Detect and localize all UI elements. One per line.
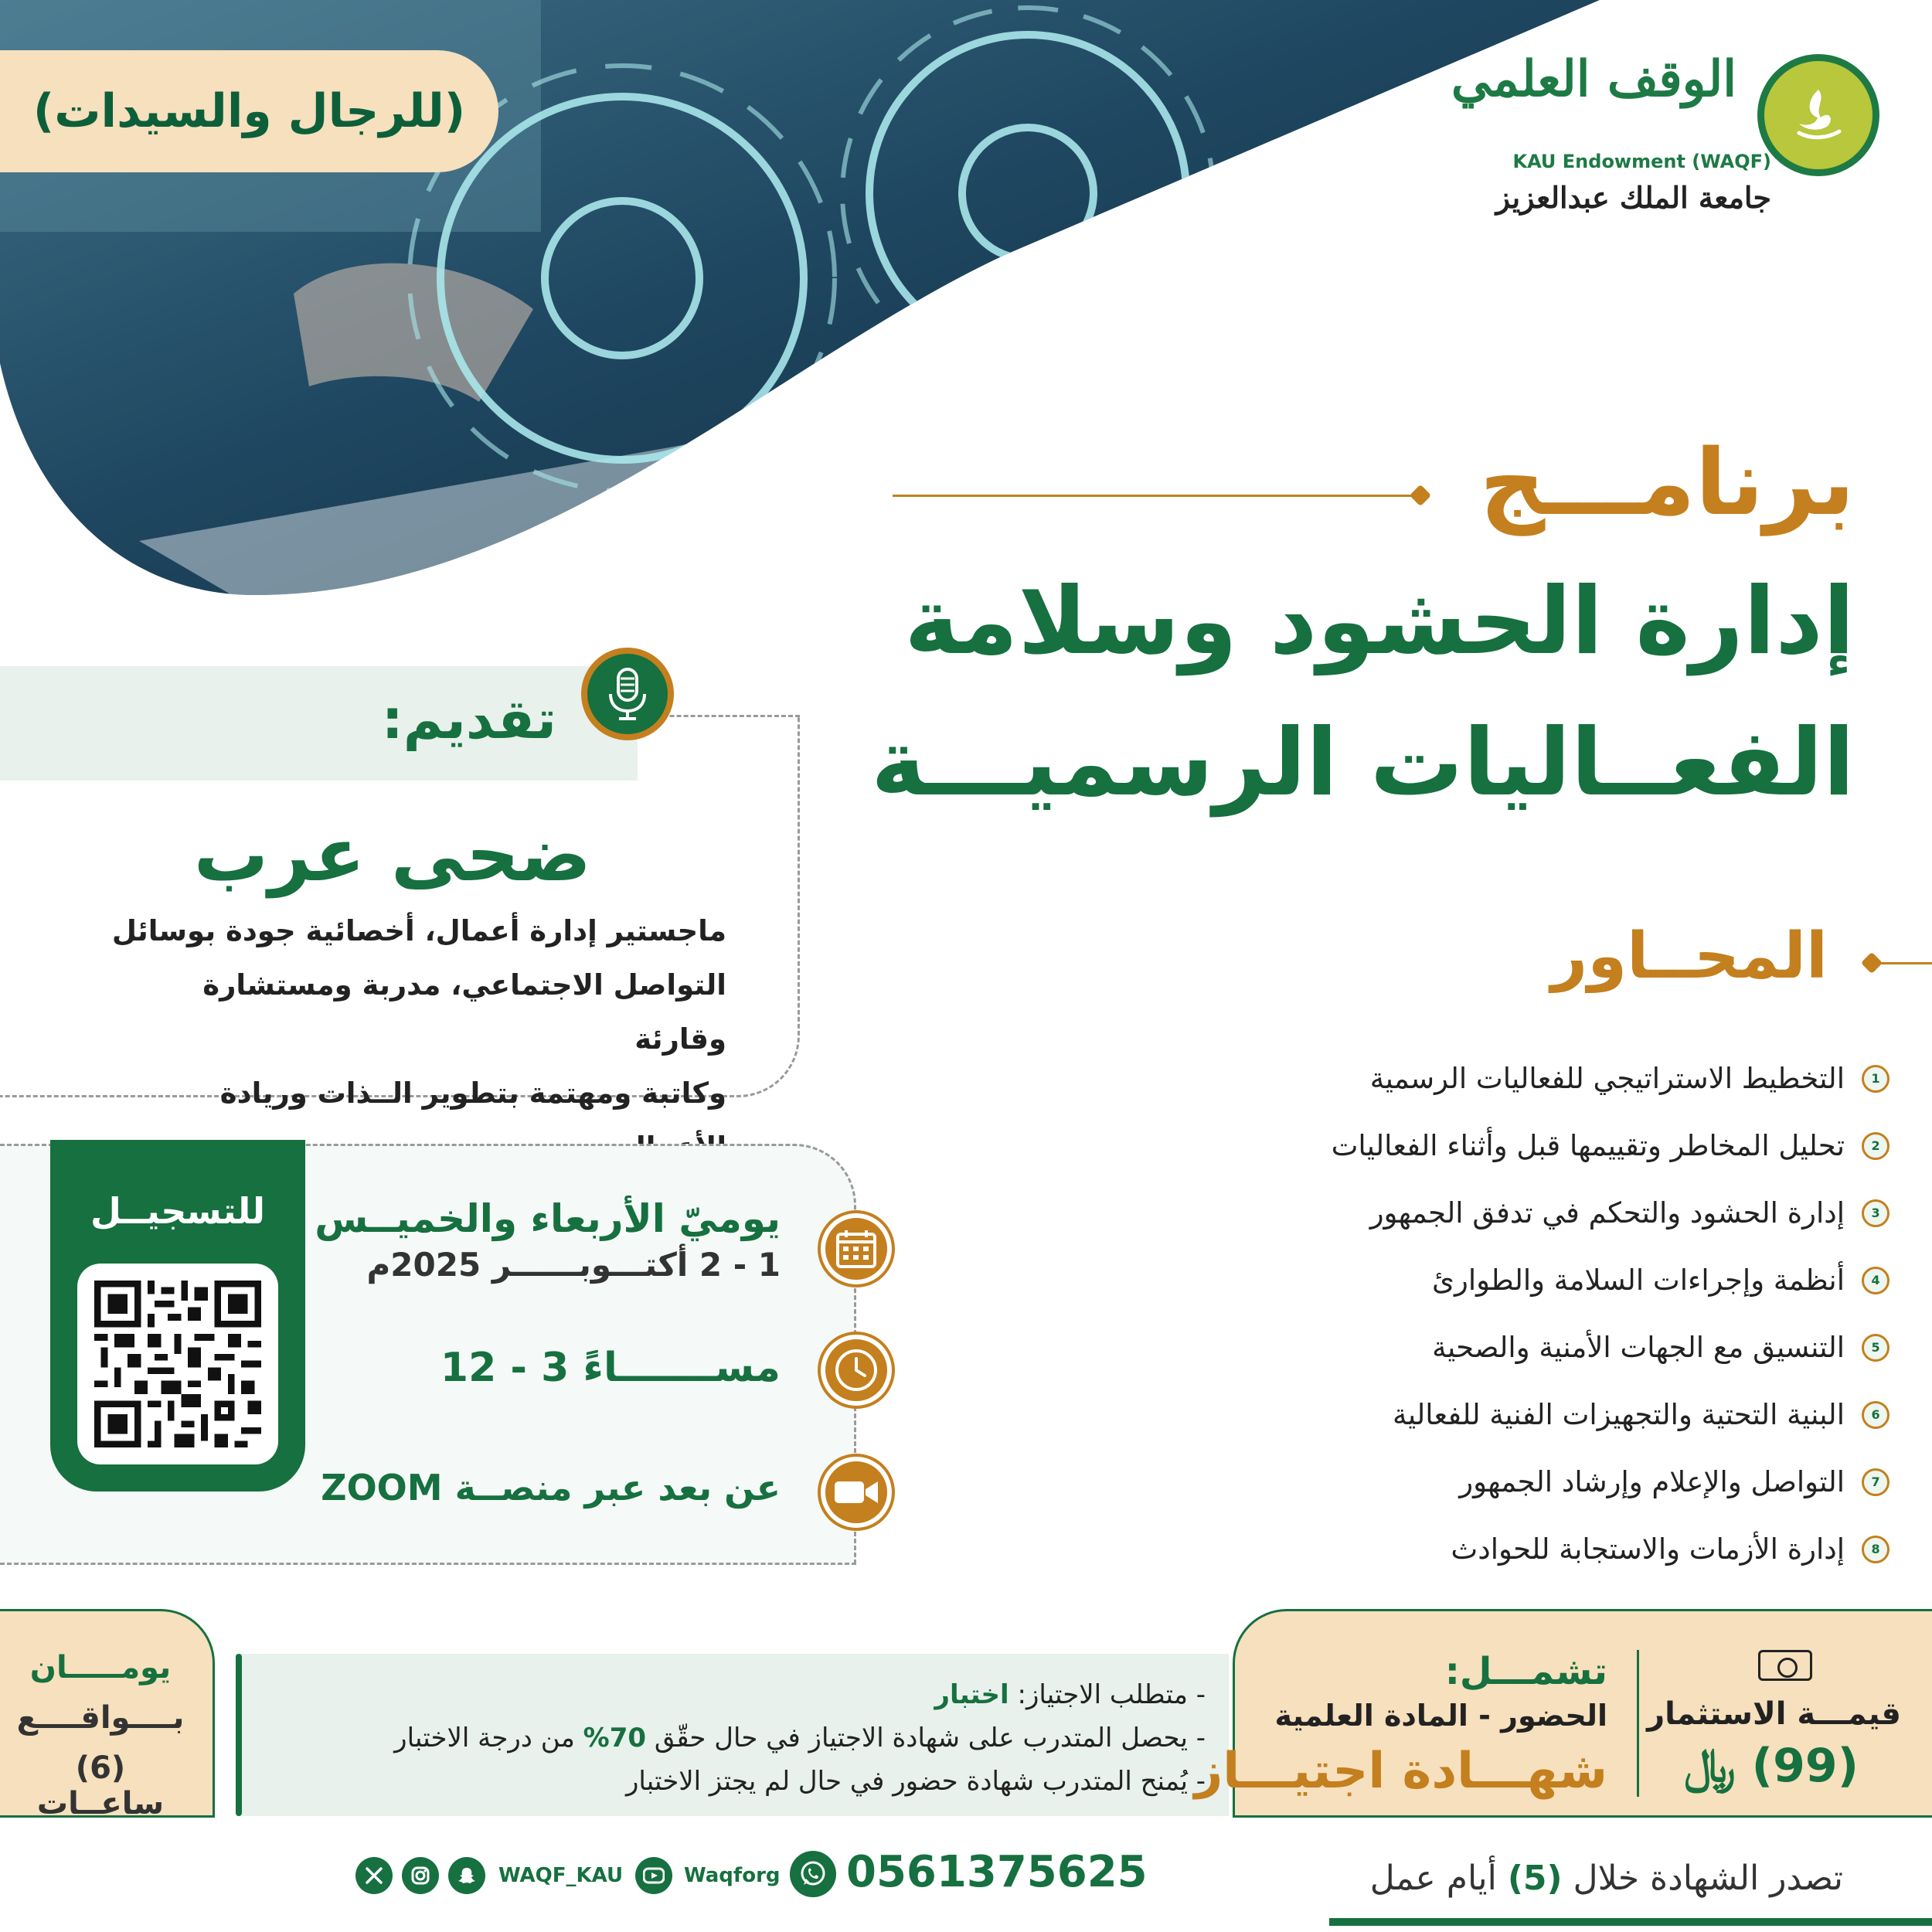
axis-number: 4 xyxy=(1862,1267,1889,1294)
duration-hours: (6) ساعــات xyxy=(36,1750,165,1821)
kau-endowment-logo xyxy=(1451,50,1879,228)
registration-qr-code[interactable] xyxy=(77,1264,278,1464)
axis-text: إدارة الحشود والتحكم في تدفق الجمهور xyxy=(1369,1196,1845,1230)
program-title-line-1: إدارة الحشود وسلامة xyxy=(904,568,1855,675)
axis-item xyxy=(1194,1515,1889,1583)
registration-label: للتسجيــل xyxy=(90,1190,266,1232)
axis-item xyxy=(1194,1314,1889,1381)
logo-emblem-icon xyxy=(1757,54,1879,176)
social-handle[interactable]: WAQF_KAU xyxy=(498,1864,624,1887)
axis-number: 1 xyxy=(1862,1065,1889,1093)
duration-days: يومـــــان xyxy=(29,1650,172,1685)
clock-icon xyxy=(821,1335,892,1406)
presenter-bio-line: التواصل الاجتماعي، مدربة ومستشارة وقارئة xyxy=(202,968,726,1056)
schedule-days: يوميّ الأربعاء والخميــس xyxy=(315,1196,781,1241)
instagram-icon[interactable] xyxy=(402,1857,439,1894)
axis-text: أنظمة وإجراءات السلامة والطوارئ xyxy=(1432,1264,1845,1297)
snapchat-icon[interactable] xyxy=(448,1857,485,1894)
youtube-icon[interactable] xyxy=(635,1857,672,1894)
phone-number[interactable]: 0561375625 xyxy=(846,1847,1148,1897)
axis-text: البنية التحتية والتجهيزات الفنية للفعالية xyxy=(1393,1398,1845,1431)
footer-underline xyxy=(1329,1918,1932,1926)
axes-list xyxy=(1194,1045,1889,1583)
audience-badge xyxy=(0,50,498,172)
whatsapp-icon[interactable] xyxy=(790,1851,836,1897)
certificate-issue-note: تصدر الشهادة خلال (5) أيام عمل xyxy=(1369,1859,1843,1898)
microphone-icon xyxy=(581,648,674,740)
includes-label: تشمـــل: xyxy=(1444,1650,1607,1693)
cost-divider xyxy=(1637,1650,1639,1797)
money-bill-icon xyxy=(1758,1650,1812,1681)
includes-text: الحضور - المادة العلمية xyxy=(1274,1699,1607,1733)
title-divider xyxy=(893,495,1422,497)
schedule-time: 12 - 3 مســـــــاءً xyxy=(440,1345,781,1391)
presenter-bio-line: وكاتبة ومهتمة بتطوير الــذات وريادة xyxy=(219,1077,726,1110)
axis-text: التخطيط الاستراتيجي للفعاليات الرسمية xyxy=(1369,1062,1845,1095)
axis-item xyxy=(1194,1179,1889,1247)
program-title-line-2: الفعــاليات الرسميـــة xyxy=(871,709,1855,817)
axes-divider xyxy=(1870,962,1932,964)
investment-label: قيمـــة الاستثمار xyxy=(1647,1696,1901,1732)
axis-text: إدارة الأزمات والاستجابة للحوادث xyxy=(1451,1532,1845,1566)
presenter-bio-line: ماجستير إدارة أعمال، أخصائية جودة بوسائل xyxy=(111,914,726,947)
x-twitter-icon[interactable] xyxy=(355,1857,393,1894)
note-pass-requirement: - متطلب الاجتياز: اختبار xyxy=(934,1679,1206,1710)
axis-text: التنسيق مع الجهات الأمنية والصحية xyxy=(1432,1331,1845,1364)
presenter-name: ضحى عرب xyxy=(193,811,591,898)
schedule-dates: 1 - 2 أكتـــوبــــــر 2025م xyxy=(366,1246,781,1284)
axis-item xyxy=(1194,1247,1889,1314)
axis-number: 5 xyxy=(1862,1334,1889,1362)
axis-number: 3 xyxy=(1862,1199,1889,1227)
logo-english-name: KAU Endowment (WAQF) xyxy=(1512,151,1771,172)
axis-number: 7 xyxy=(1862,1468,1889,1496)
note-attendance-certificate: - يُمنح المتدرب شهادة حضور في حال لم يجتز الاختبار xyxy=(625,1766,1206,1797)
youtube-handle[interactable]: Waqforg xyxy=(684,1864,781,1887)
presenter-label: تقديم: xyxy=(381,688,556,751)
presenter-bio xyxy=(108,904,726,1175)
investment-value: (99) ﷼ xyxy=(1684,1739,1859,1793)
axis-item xyxy=(1194,1112,1889,1179)
audience-text: (للرجال والسيدات) xyxy=(32,84,466,138)
delivery-mode: عن بعد عبر منصــة ZOOM xyxy=(321,1467,781,1509)
note-pass-certificate: - يحصل المتدرب على شهادة الاجتياز في حال حقّق 70% من درجة الاختبار xyxy=(394,1723,1206,1753)
certification-notes xyxy=(236,1654,1229,1816)
axis-item xyxy=(1194,1381,1889,1448)
axis-item xyxy=(1194,1045,1889,1112)
axis-number: 8 xyxy=(1862,1536,1889,1563)
calendar-icon xyxy=(821,1213,892,1284)
includes-certificate: شهـــادة اجتيـــاز xyxy=(1194,1743,1607,1800)
axis-item xyxy=(1194,1448,1889,1515)
axis-text: تحليل المخاطر وتقييمها قبل وأثناء الفعاليات xyxy=(1331,1129,1845,1162)
duration-by: بــــواقــــع xyxy=(16,1700,185,1736)
program-kicker: برنامـــج xyxy=(1479,429,1855,536)
logo-university-name: جامعة الملك عبدالعزيز xyxy=(1495,180,1771,215)
video-camera-icon xyxy=(821,1457,892,1528)
axis-text: التواصل والإعلام وإرشاد الجمهور xyxy=(1459,1465,1845,1498)
axis-number: 2 xyxy=(1862,1132,1889,1160)
logo-arabic-name: الوقف العلمي xyxy=(1451,50,1736,108)
axis-number: 6 xyxy=(1862,1401,1889,1429)
axes-heading: المحــاور xyxy=(1551,920,1828,993)
